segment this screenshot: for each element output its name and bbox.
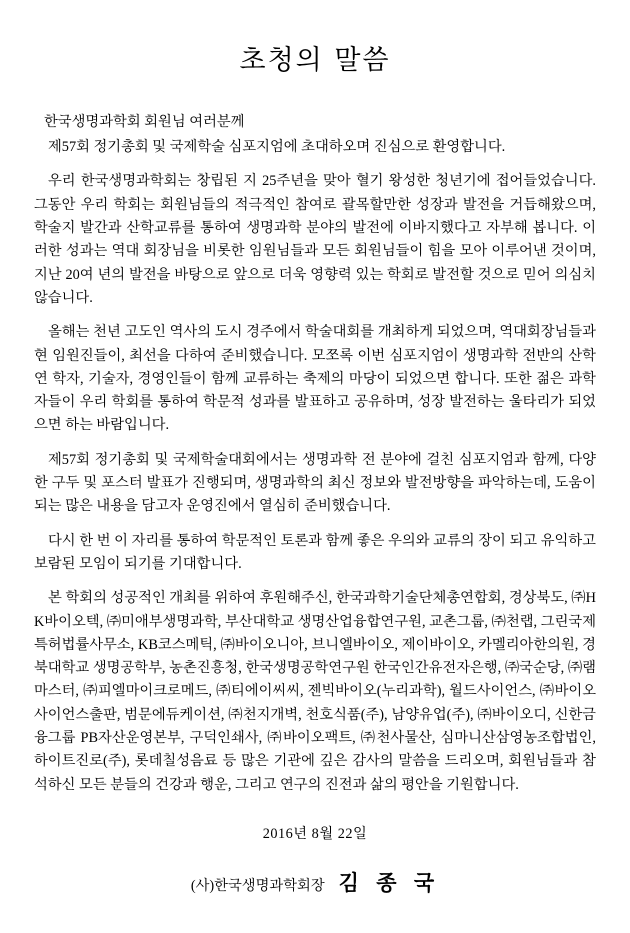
paragraph-2: 우리 한국생명과학회는 창립된 지 25주년을 맞아 혈기 왕성한 청년기에 접어들었습니다. 그동안 우리 학회는 회원님들의 적극적인 참여로 괄목할만한 성장과 발전을 거듭해왔으며, 학술지 발간과 산학교류를 통하여 생명과학 분야의 발전에 이바지했다고 자부해 봅니다. 이러한 성과는 역대 회장님을 비롯한 임원님들과 모든 회원님들이 힘을 모아 이루어낸 것이며, 지난 20여 년의 발전을 바탕으로 앞으로 더욱 영향력 있는 학회로 발전할 것으로 믿어 의심치 않습니다. xyxy=(34,173,596,306)
signature-name: 김 종 국 xyxy=(338,869,440,895)
paragraph-3: 올해는 천년 고도인 역사의 도시 경주에서 학술대회를 개최하게 되었으며, 역대회장님들과 현 임원진들이, 최선을 다하여 준비했습니다. 모쪼록 이번 심포지엄이 생명과학 전반의 산학연 학자, 기술자, 경영인들이 함께 교류하는 축제의 마당이 되었으면 합니다. 또한 젊은 과학자들이 우리 학회를 통하여 학문적 성과를 발표하고 공유하며, 성장 발전하는 울타리가 되었으면 하는 바람입니다. xyxy=(34,324,596,434)
page-title: 초청의 말씀 xyxy=(239,45,391,76)
salutation-line: 한국생명과학회 회원님 여러분께 xyxy=(44,114,245,130)
signature-organization: (사)한국생명과학회장 xyxy=(190,877,325,894)
paragraph-5: 다시 한 번 이 자리를 통하여 학문적인 토론과 함께 좋은 우의와 교류의 장이 되고 유익하고 보람된 모임이 되기를 기대합니다. xyxy=(34,532,596,572)
paragraph-4: 제57회 정기총회 및 국제학술대회에서는 생명과학 전 분야에 걸친 심포지엄과 함께, 다양한 구두 및 포스터 발표가 진행되며, 생명과학의 최신 정보와 발전방향을 파악하는데, 도움이 되는 많은 내용을 담고자 운영진에서 열심히 준비했습니다. xyxy=(34,451,596,515)
document-date: 2016년 8월 22일 xyxy=(262,825,368,842)
signature-block xyxy=(34,867,596,897)
paragraph-6-sponsors: 본 학회의 성공적인 개최를 위하여 후원해주신, 한국과학기술단체총연합회, 경상북도, ㈜HK바이오텍, ㈜미애부생명과학, 부산대학교 생명산업융합연구원, 교촌그룹, ㈜천랩, 그린국제특허법률사무소, KB코스메틱, ㈜바이오니아, 브니엘바이오, 제이바이오, 카멜리아한의원, 경북대학교 생명공학부, 농촌진흥청, 한국생명공학연구원 한국인간유전자은행, ㈜국순당, ㈜램마스터, ㈜피엘마이크로메드, ㈜티에이씨씨, 젠빅바이오(누리과학), 월드사이언스, ㈜바이오사이언스출판, 범문에듀케이션, ㈜천지개벽, 천호식품(주), 남양유업(주), ㈜바이오디, 신한금융그룹 PB자산운영본부, 구덕인쇄사, ㈜바이오팩트, ㈜천사물산, 심마니산삼영농조합법인, 하이트진로(주), 롯데칠성음료 등 많은 기관에 깊은 감사의 말씀을 드리오며, 회원님들과 참석하신 모든 분들의 건강과 행운, 그리고 연구의 진전과 삶의 평안을 기원합니다. xyxy=(34,590,596,793)
paragraph-1: 제57회 정기총회 및 국제학술 심포지엄에 초대하오며 진심으로 환영합니다. xyxy=(48,139,506,156)
